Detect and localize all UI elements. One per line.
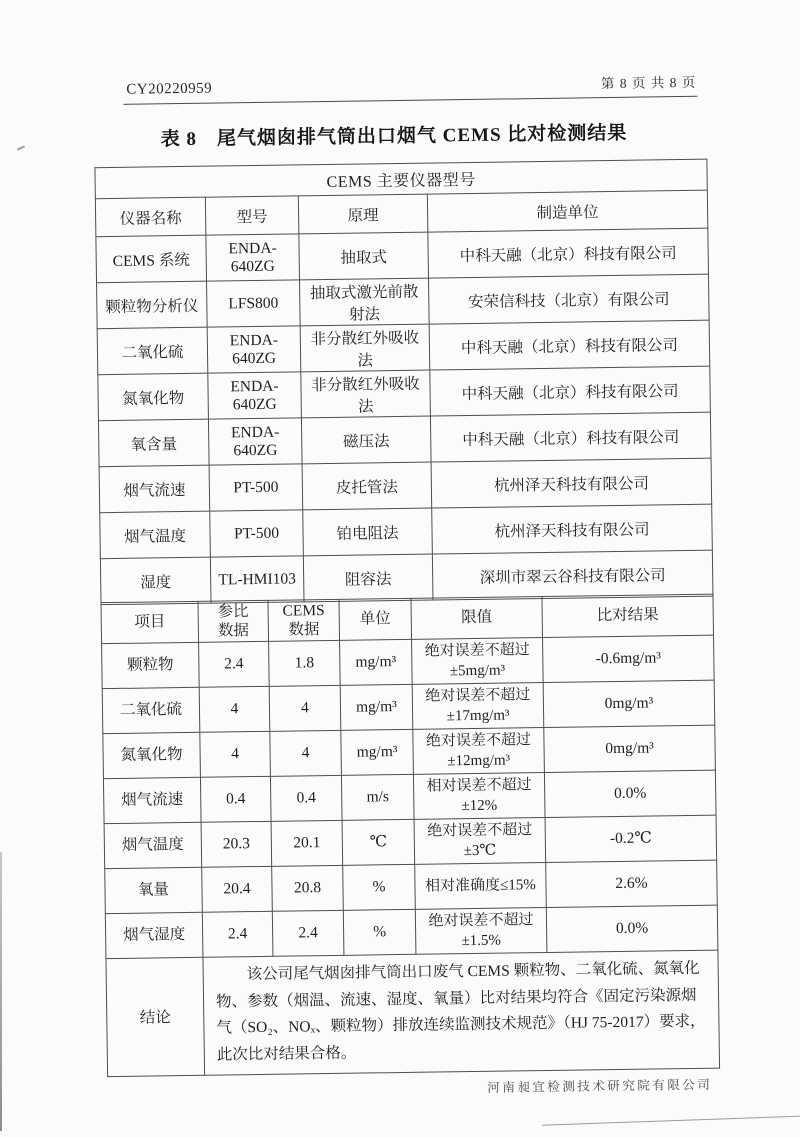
cell-principle: 磁压法 xyxy=(301,416,431,464)
col-header-reference-data xyxy=(198,600,269,642)
cell-cems-value: 1.8 xyxy=(269,640,341,686)
cell-manufacturer: 中科天融（北京）科技有限公司 xyxy=(430,412,711,462)
cell-item: 颗粒物 xyxy=(102,642,200,688)
limit-line: ±5mg/m³ xyxy=(449,662,506,680)
cell-unit: mg/m³ xyxy=(340,639,413,685)
col-header-manufacturer: 制造单位 xyxy=(427,190,708,232)
cell-cems-value: 2.4 xyxy=(272,910,344,956)
cell-item: 烟气温度 xyxy=(104,822,202,868)
cell-principle: 非分散红外吸收法 xyxy=(301,370,431,418)
cell-result: 0.0% xyxy=(546,905,718,952)
cell-model: PT-500 xyxy=(209,464,303,511)
header-line: 数据 xyxy=(217,622,250,640)
cell-instrument-name: 烟气流速 xyxy=(99,465,210,513)
cell-manufacturer: 深圳市翠云谷科技有限公司 xyxy=(432,550,713,600)
cell-unit: m/s xyxy=(341,774,414,820)
cell-item: 氮氧化物 xyxy=(103,732,201,778)
header-line: 数据 xyxy=(288,621,320,639)
cell-unit: ℃ xyxy=(342,819,415,865)
cell-model: LFS800 xyxy=(207,280,301,327)
col-header-model: 型号 xyxy=(205,196,299,235)
col-header-result: 比对结果 xyxy=(542,594,714,637)
cell-model: ENDA-640ZG xyxy=(207,326,301,373)
cell-limit xyxy=(415,862,547,909)
instrument-table xyxy=(94,159,713,606)
cell-instrument-name: 二氧化硫 xyxy=(97,327,208,375)
limit-line: ±12mg/m³ xyxy=(447,752,511,770)
cell-cems-value: 4 xyxy=(270,730,342,776)
cell-principle: 抽取式 xyxy=(299,232,429,280)
cell-cems-value: 20.1 xyxy=(271,820,343,866)
cell-cems-value: 4 xyxy=(269,685,341,731)
cell-instrument-name: CEMS 系统 xyxy=(96,235,207,283)
table-title: 表 8 尾气烟囱排气筒出口烟气 CEMS 比对检测结果 xyxy=(160,122,628,151)
cell-model: ENDA-640ZG xyxy=(208,372,302,419)
cell-instrument-name: 湿度 xyxy=(100,557,211,605)
cell-result: 0mg/m³ xyxy=(543,680,715,727)
col-header-principle: 原理 xyxy=(298,194,428,234)
company-footer: 河南昶宜检测技术研究院有限公司 xyxy=(487,1077,713,1095)
limit-line: ±1.5% xyxy=(461,932,502,950)
cell-limit xyxy=(414,817,546,864)
cell-result: 2.6% xyxy=(546,860,718,907)
cell-result: -0.6mg/m³ xyxy=(543,635,715,682)
limit-line: 绝对误差不超过 xyxy=(425,731,532,750)
cell-principle: 非分散红外吸收法 xyxy=(300,324,430,372)
cell-limit xyxy=(415,907,547,954)
page-header xyxy=(126,71,696,99)
header-line: CEMS xyxy=(282,601,325,620)
comparison-table xyxy=(100,594,720,1077)
limit-line: ±12% xyxy=(461,797,498,815)
cell-unit: % xyxy=(343,864,416,910)
col-header-item: 项目 xyxy=(101,601,199,643)
conclusion-line: 该公司尾气烟囱排气筒出口废气 CEMS 颗粒物、二氧化硫、氮氧化 xyxy=(246,959,700,984)
cell-instrument-name: 颗粒物分析仪 xyxy=(97,281,208,329)
cell-model: ENDA-640ZG xyxy=(208,418,302,465)
cell-limit xyxy=(412,638,544,685)
cell-item: 烟气湿度 xyxy=(105,912,203,958)
cell-model: PT-500 xyxy=(210,510,304,557)
cell-result: -0.2℃ xyxy=(545,815,717,862)
cell-model: ENDA-640ZG xyxy=(206,234,300,281)
conclusion-line: 此次比对结果合格。 xyxy=(216,1044,357,1064)
cell-principle: 阻容法 xyxy=(303,554,433,602)
cell-cems-value: 20.8 xyxy=(272,865,344,911)
col-header-limit: 限值 xyxy=(411,597,543,640)
cell-manufacturer: 中科天融（北京）科技有限公司 xyxy=(429,320,710,370)
limit-line: 相对误差不超过 xyxy=(426,776,532,795)
cell-reference-value: 20.4 xyxy=(202,866,273,912)
cell-instrument-name: 烟气温度 xyxy=(100,511,211,559)
conclusion-label: 结论 xyxy=(106,957,205,1076)
cell-reference-value: 4 xyxy=(199,686,270,732)
limit-line: 绝对误差不超过 xyxy=(428,911,534,930)
cell-result: 0.0% xyxy=(544,770,716,817)
scan-edge-artifact-left xyxy=(0,852,2,1131)
cell-reference-value: 4 xyxy=(200,731,271,777)
conclusion-row xyxy=(106,950,720,1076)
instrument-section-title: CEMS 主要仪器型号 xyxy=(95,159,707,199)
cell-manufacturer: 杭州泽天科技有限公司 xyxy=(431,458,712,508)
cell-instrument-name: 氮氧化物 xyxy=(98,373,209,421)
cell-manufacturer: 中科天融（北京）科技有限公司 xyxy=(428,228,709,278)
col-header-instrument-name: 仪器名称 xyxy=(95,197,206,237)
page-number-indicator: 第 8 页 共 8 页 xyxy=(600,74,697,92)
cell-cems-value: 0.4 xyxy=(270,775,342,821)
cell-limit xyxy=(413,773,545,820)
cell-limit xyxy=(413,728,545,775)
col-header-unit: 单位 xyxy=(339,598,412,640)
cell-item: 氧量 xyxy=(105,867,203,913)
cell-principle: 皮托管法 xyxy=(302,462,432,510)
limit-line: 绝对误差不超过 xyxy=(425,686,531,705)
document-code: CY20220959 xyxy=(126,80,213,98)
cell-unit: mg/m³ xyxy=(341,729,414,775)
cell-principle: 铂电阻法 xyxy=(303,508,433,556)
cell-unit: % xyxy=(343,909,416,955)
limit-line: ±17mg/m³ xyxy=(446,707,510,725)
cell-model: TL-HMI103 xyxy=(210,556,304,603)
limit-line: 绝对误差不超过 xyxy=(424,641,530,660)
limit-line: ±3℃ xyxy=(463,842,497,860)
limit-line: 绝对误差不超过 xyxy=(427,821,533,840)
conclusion-line: 气（SO₂、NOₓ、颗粒物）排放连续监测技术规范》（HJ 75-2017）要求， xyxy=(216,1013,706,1037)
cell-manufacturer: 杭州泽天科技有限公司 xyxy=(432,504,713,554)
limit-line: 相对准确度≤15% xyxy=(425,877,536,895)
cell-reference-value: 2.4 xyxy=(199,641,270,687)
conclusion-line: 物、参数（烟温、流速、湿度、氧量）比对结果均符合《固定污染源烟 xyxy=(215,986,697,1011)
cell-manufacturer: 安荣信科技（北京）有限公司 xyxy=(428,274,709,324)
header-line: 参比 xyxy=(217,602,249,621)
cell-item: 烟气流速 xyxy=(103,777,201,823)
cell-reference-value: 2.4 xyxy=(202,911,273,957)
cell-unit: mg/m³ xyxy=(340,684,413,730)
col-header-cems-data xyxy=(268,599,340,641)
cell-reference-value: 0.4 xyxy=(200,776,271,822)
cell-principle: 抽取式激光前散射法 xyxy=(300,278,430,326)
conclusion-text xyxy=(203,950,720,1075)
cell-instrument-name: 氧含量 xyxy=(98,419,209,467)
cell-manufacturer: 中科天融（北京）科技有限公司 xyxy=(430,366,711,416)
cell-result: 0mg/m³ xyxy=(544,725,716,772)
cell-item: 二氧化硫 xyxy=(102,687,200,733)
cell-reference-value: 20.3 xyxy=(201,821,272,867)
cell-limit xyxy=(412,683,544,730)
